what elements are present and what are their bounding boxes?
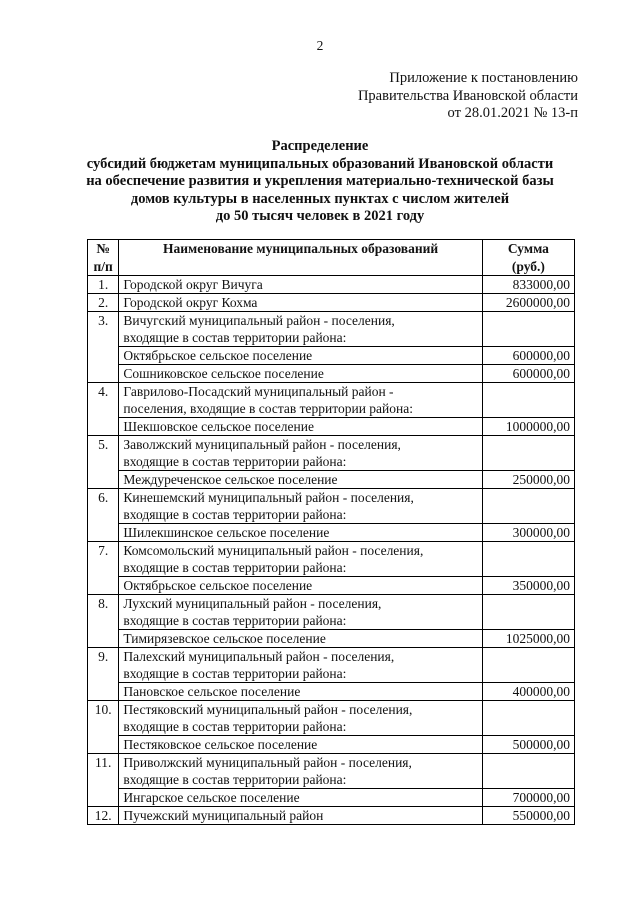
row-number: 10. — [88, 701, 119, 754]
settlement-sum: 1025000,00 — [482, 630, 574, 648]
district-name: Городской округ Кохма — [119, 294, 482, 312]
table-row — [88, 383, 575, 418]
settlement-sum: 300000,00 — [482, 524, 574, 542]
title-line: на обеспечение развития и укрепления материально-технической базы — [86, 173, 554, 190]
district-name — [119, 595, 482, 630]
title-line: Распределение — [271, 138, 369, 154]
row-number: 9. — [88, 648, 119, 701]
district-sum — [482, 383, 574, 418]
district-name — [119, 312, 482, 347]
table-row — [88, 542, 575, 577]
settlement-name: Междуреченское сельское поселение — [119, 471, 482, 489]
settlement-name: Шекшовское сельское поселение — [119, 418, 482, 436]
district-name-line: входящие в состав территории района: — [123, 507, 347, 522]
table-row — [88, 436, 575, 471]
district-name — [119, 701, 482, 736]
table-row — [88, 489, 575, 524]
row-number: 6. — [88, 489, 119, 542]
district-sum — [482, 489, 574, 524]
settlement-row — [88, 577, 575, 595]
district-sum — [482, 542, 574, 577]
settlement-row — [88, 736, 575, 754]
district-name-line: Вичугский муниципальный район - поселения, — [123, 313, 395, 328]
district-name-line: входящие в состав территории района: — [123, 613, 347, 628]
district-sum: 550000,00 — [482, 807, 574, 825]
district-sum — [482, 312, 574, 347]
settlement-sum: 500000,00 — [482, 736, 574, 754]
settlement-row — [88, 789, 575, 807]
district-name-line: входящие в состав территории района: — [123, 454, 347, 469]
table-body — [88, 276, 575, 825]
district-name-line: Заволжский муниципальный район - поселения, — [123, 437, 401, 452]
district-sum — [482, 648, 574, 683]
district-name-line: Пестяковский муниципальный район - поселения, — [123, 702, 413, 717]
district-name-line: Приволжский муниципальный район - поселения, — [123, 755, 412, 770]
page-number: 2 — [316, 38, 324, 53]
district-name-line: входящие в состав территории района: — [123, 719, 347, 734]
district-name-line: Кинешемский муниципальный район - поселения, — [123, 490, 414, 505]
title-line: до 50 тысяч человек в 2021 году — [215, 208, 425, 225]
district-name-line: Комсомольский муниципальный район - поселения, — [123, 543, 424, 558]
settlement-row — [88, 347, 575, 365]
row-number: 1. — [88, 276, 119, 294]
table-row — [88, 754, 575, 789]
district-name-line: поселения, входящие в состав территории района: — [123, 401, 413, 416]
settlement-row — [88, 365, 575, 383]
header-name: Наименование муниципальных образований — [119, 240, 482, 276]
district-name-line: Гаврилово-Посадский муниципальный район - — [123, 384, 394, 399]
district-name — [119, 648, 482, 683]
district-name — [119, 436, 482, 471]
appendix-line: Приложение к постановлению — [389, 70, 578, 86]
appendix-line: Правительства Ивановской области — [357, 87, 578, 104]
settlement-name: Тимирязевское сельское поселение — [119, 630, 482, 648]
settlement-name: Пестяковское сельское поселение — [119, 736, 482, 754]
district-name-line: входящие в состав территории района: — [123, 772, 347, 787]
settlement-name: Пановское сельское поселение — [119, 683, 482, 701]
document-title — [0, 138, 640, 226]
district-name: Пучежский муниципальный район — [119, 807, 482, 825]
district-sum — [482, 436, 574, 471]
table-row — [88, 595, 575, 630]
title-line: субсидий бюджетам муниципальных образований Ивановской области — [86, 155, 554, 172]
subsidy-table — [87, 239, 575, 825]
row-number: 12. — [88, 807, 119, 825]
district-name — [119, 383, 482, 418]
row-number: 5. — [88, 436, 119, 489]
table-row — [88, 312, 575, 347]
district-sum — [482, 754, 574, 789]
table-header-row — [88, 240, 575, 276]
district-sum — [482, 595, 574, 630]
appendix-line: от 28.01.2021 № 13-п — [447, 105, 578, 121]
settlement-row — [88, 471, 575, 489]
settlement-row — [88, 524, 575, 542]
district-name — [119, 489, 482, 524]
table-row — [88, 276, 575, 294]
district-name-line: Лухский муниципальный район - поселения, — [123, 596, 382, 611]
settlement-sum: 700000,00 — [482, 789, 574, 807]
district-name-line: входящие в состав территории района: — [123, 666, 347, 681]
table-row — [88, 294, 575, 312]
settlement-row — [88, 630, 575, 648]
district-name-line: Палехский муниципальный район - поселения, — [123, 649, 395, 664]
settlement-name: Октябрьское сельское поселение — [119, 577, 482, 595]
row-number: 7. — [88, 542, 119, 595]
settlement-name: Октябрьское сельское поселение — [119, 347, 482, 365]
header-sum: Сумма (руб.) — [482, 240, 574, 276]
settlement-sum: 400000,00 — [482, 683, 574, 701]
district-sum: 833000,00 — [482, 276, 574, 294]
table-row — [88, 648, 575, 683]
settlement-row — [88, 418, 575, 436]
row-number: 2. — [88, 294, 119, 312]
row-number: 4. — [88, 383, 119, 436]
settlement-sum: 250000,00 — [482, 471, 574, 489]
settlement-sum: 600000,00 — [482, 365, 574, 383]
settlement-sum: 1000000,00 — [482, 418, 574, 436]
row-number: 3. — [88, 312, 119, 383]
settlement-name: Ингарское сельское поселение — [119, 789, 482, 807]
district-name — [119, 542, 482, 577]
settlement-name: Сошниковское сельское поселение — [119, 365, 482, 383]
district-name: Городской округ Вичуга — [119, 276, 482, 294]
district-sum — [482, 701, 574, 736]
settlement-sum: 600000,00 — [482, 347, 574, 365]
district-sum: 2600000,00 — [482, 294, 574, 312]
settlement-name: Шилекшинское сельское поселение — [119, 524, 482, 542]
district-name-line: входящие в состав территории района: — [123, 560, 347, 575]
settlement-sum: 350000,00 — [482, 577, 574, 595]
appendix-note — [358, 70, 578, 123]
row-number: 8. — [88, 595, 119, 648]
row-number: 11. — [88, 754, 119, 807]
header-number: № п/п — [88, 240, 119, 276]
district-name — [119, 754, 482, 789]
title-line: домов культуры в населенных пунктах с числом жителей — [130, 190, 510, 207]
settlement-row — [88, 683, 575, 701]
table-row — [88, 701, 575, 736]
district-name-line: входящие в состав территории района: — [123, 330, 347, 345]
table-row — [88, 807, 575, 825]
